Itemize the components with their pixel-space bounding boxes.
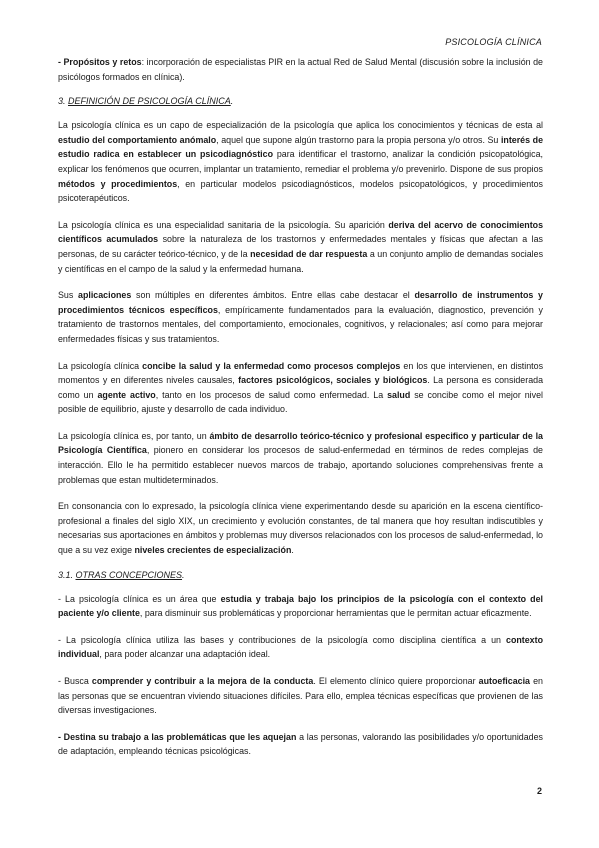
bold-text: - Propósitos y retos <box>58 57 142 67</box>
paragraph-salud-enfermedad: La psicología clínica concibe la salud y la enfermedad como procesos complejos en los que intervienen, en distintos momentos y en diferentes niveles causales, factores psicológicos, sociales y biológicos. La persona es considerada como un agente activo, tanto en los procesos de salud como enfermedad. La salud se concibe como el mejor nivel posible de equilibrio, ajuste y desarrollo de cada individuo. <box>58 360 544 415</box>
section-heading-3-1: 3.1. OTRAS CONCEPCIONES. <box>58 569 185 580</box>
paragraph-ambito: La psicología clínica es, por tanto, un ámbito de desarrollo teórico-técnico y profesional especifico y particular de la Psicología Científica, pionero en considerar los procesos de salud-enfermedad en términos de redes complejas de interacción. Ello le ha permitido establecer nuevos marcos de trabajo, aportando soluciones comprehensivas frente a problemas que estan multideterminados. <box>58 430 543 485</box>
paragraph-propositos: - Propósitos y retos: incorporación de especialistas PIR en la actual Red de Salud Mental (discusión sobre la inclusión de psicólogos formados en clínica). <box>58 57 543 82</box>
section-heading-3: 3. DEFINICIÓN DE PSICOLOGÍA CLÍNICA. <box>58 96 234 107</box>
list-item: - La psicología clínica es un área que estudia y trabaja bajo los principios de la psicología con el contexto del paciente y/o cliente, para disminuir sus problemáticas y proporcionar herramientas que le permitan actuar eficazmente. <box>58 593 543 619</box>
running-header: PSICOLOGÍA CLÍNICA <box>445 37 542 47</box>
page-body <box>58 55 543 771</box>
paragraph-consonancia: En consonancia con lo expresado, la psicología clínica viene experimentando desde su aparición en la escena científico-profesional a finales del siglo XIX, un crecimiento y evolución constantes, de tal manera que hoy resultan indiscutibles y necesarias sus aportaciones en ámbitos y problemas muy diversos relacionados con los procesos de salud-enfermedad, lo que a su vez exige niveles crecientes de especialización. <box>58 501 543 556</box>
list-item: - Destina su trabajo a las problemáticas que les aquejan a las personas, valorando las posibilidades y/o oportunidades de adaptación, empleando técnicas psicológicas. <box>58 731 543 757</box>
page-number: 2 <box>536 786 542 796</box>
paragraph-aplicaciones: Sus aplicaciones son múltiples en diferentes ámbitos. Entre ellas cabe destacar el desarrollo de instrumentos y procedimientos técnicos específicos, empíricamente fundamentados para la evaluación, diagnostico, prevención y tratamiento de trastornos mentales, del comportamiento, emocionales, cognitivos, y relacionales; así como para mejorar enfermedades físicas y sus tratamientos. <box>58 290 543 344</box>
list-item: - La psicología clínica utiliza las bases y contribuciones de la psicología como disciplina científica a un contexto individual, para poder alcanzar una adaptación ideal. <box>58 634 543 660</box>
paragraph-especialidad: La psicología clínica es una especialidad sanitaria de la psicología. Su aparición deriva del acervo de conocimientos científicos acumulados sobre la naturaleza de los trastornos y enfermedades mentales y físicas que afectan a las personas, de su carácter teórico-técnico, y de la necesidad de dar respuesta a un conjunto amplio de demandas sociales y científicas en el campo de la salud y la enfermedad humana. <box>58 219 544 274</box>
paragraph-definicion: La psicología clínica es un capo de especialización de la psicología que aplica los conocimientos y técnicas de esta al estudio del comportamiento anómalo, aquel que supone algún trastorno para la propia persona y/o otros. Su interés de estudio radica en establecer un psicodiagnóstico para identificar el trastorno, analizar la condición psicopatológica, explicar los fenómenos que ocurren, implantar un tratamiento, remediar el problema y/o prevenirlo. Dispone de sus propios métodos y procedimientos, en particular modelos psicodiagnósticos, modelos psicopatológicos, y procedimientos psicoterapéuticos. <box>58 120 544 204</box>
list-item: - Busca comprender y contribuir a la mejora de la conducta. El elemento clínico quiere proporcionar autoeficacia en las personas que se encuentran viviendo situaciones difíciles. Para ello, emplea técnicas específicas que provienen de las diversas investigaciones. <box>58 676 543 716</box>
